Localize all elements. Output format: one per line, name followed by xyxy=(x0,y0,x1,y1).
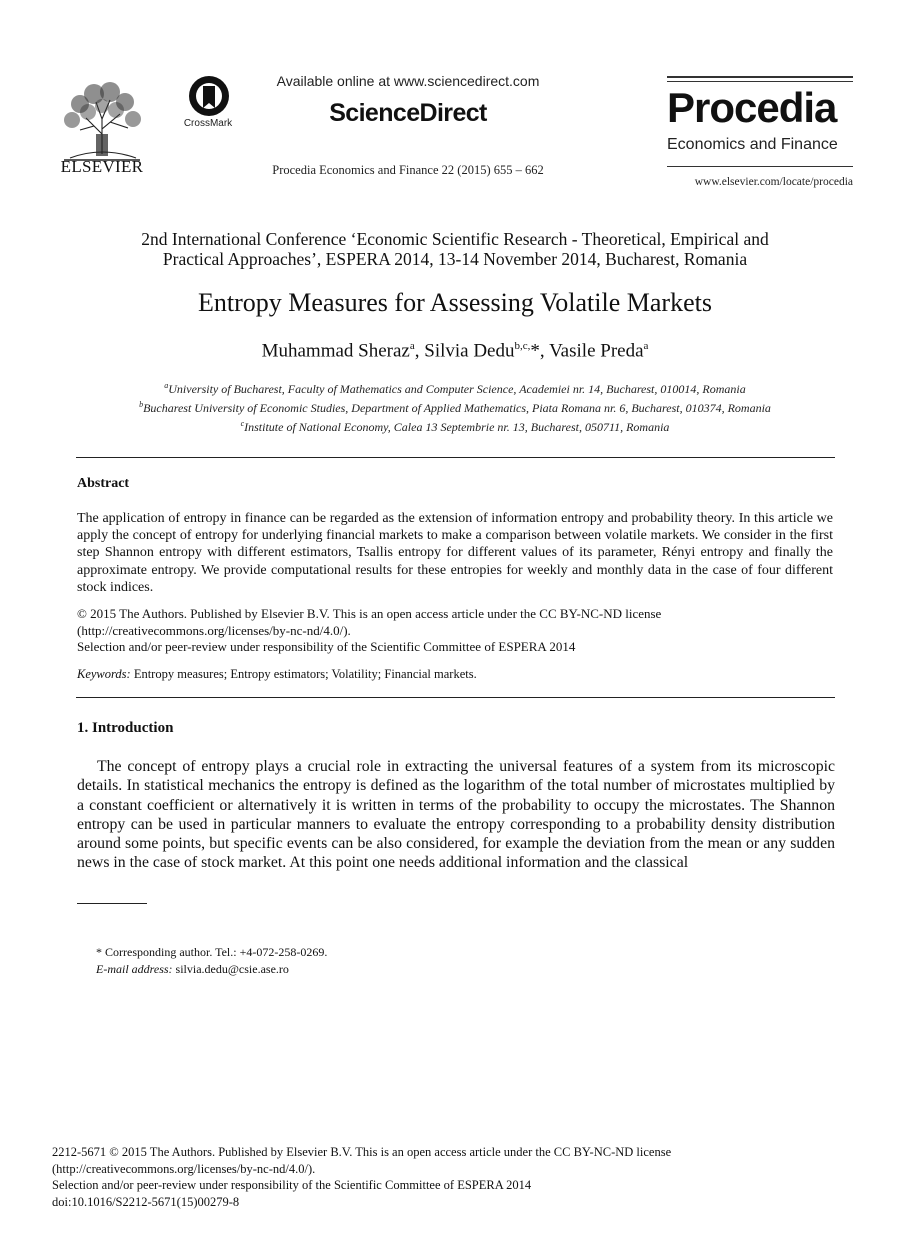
author-separator: , xyxy=(414,340,425,362)
affiliation-mark: b xyxy=(139,400,144,409)
keywords-label: Keywords: xyxy=(77,667,131,681)
abstract-top-rule xyxy=(76,457,835,458)
journal-citation: Procedia Economics and Finance 22 (2015) 655 – 662 xyxy=(272,163,544,177)
abstract-heading: Abstract xyxy=(77,476,130,491)
platform-name: ScienceDirect xyxy=(329,99,487,127)
license-line: © 2015 The Authors. Published by Elsevier B.V. This is an open access article under the CC BY-NC-ND license xyxy=(77,606,662,621)
license-block xyxy=(77,606,837,656)
email-label: E-mail address: xyxy=(96,961,173,976)
section-heading: 1. Introduction xyxy=(77,720,174,736)
doi[interactable]: doi:10.1016/S2212-5671(15)00279-8 xyxy=(52,1194,240,1209)
affiliation-text: Bucharest University of Economic Studies, Department of Applied Mathematics, Piata Romana nr. 6, Bucharest, 010374, Romania xyxy=(143,401,771,415)
keywords xyxy=(77,667,837,682)
author-affil-mark: a xyxy=(409,340,415,352)
keywords-list: Entropy measures; Entropy estimators; Volatility; Financial markets. xyxy=(130,667,477,681)
conference-line-1: 2nd International Conference ‘Economic Scientific Research - Theoretical, Empirical and xyxy=(141,229,769,249)
corresponding-author: * Corresponding author. Tel.: +4-072-258-0269. xyxy=(96,945,328,959)
affiliation-text: Institute of National Economy, Calea 13 Septembrie nr. 13, Bucharest, 050711, Romania xyxy=(244,420,670,434)
affiliation-item xyxy=(60,416,850,435)
journal-url[interactable]: www.elsevier.com/locate/procedia xyxy=(694,176,853,188)
crossmark-label[interactable]: CrossMark xyxy=(183,118,233,129)
page-footer xyxy=(52,1144,812,1210)
footer-peer-review: Selection and/or peer-review under responsibility of the Scientific Committee of ESPERA 2014 xyxy=(52,1178,532,1192)
footnote xyxy=(96,944,596,977)
author-name: Silvia Dedu xyxy=(424,340,515,362)
footnote-rule xyxy=(77,903,147,904)
footer-license-link[interactable]: (http://creativecommons.org/licenses/by-nc-nd/4.0/). xyxy=(52,1161,316,1176)
corresponding-mark: * xyxy=(530,340,540,362)
intro-paragraph: The concept of entropy plays a crucial role in extracting the universal features of a system from its microscopic details. In statistical mechanics the entropy is defined as the logarithm of the total number of microstates multiplied by a constant coefficient or alternatively it is written in terms of the probability to occupy the microstates. The Shannon entropy can be used in particular manners to evaluate the entropy corresponding to a probability density distribution around some points, but specific events can be also considered, for example the deviation from the mean or any sudden news in the case of stock market. At this point one needs additional information and the classical xyxy=(77,758,835,872)
footer-license: 2212-5671 © 2015 The Authors. Published by Elsevier B.V. This is an open access article under the CC BY-NC-ND license xyxy=(52,1145,672,1159)
conference-line-2: Practical Approaches’, ESPERA 2014, 13-14 November 2014, Bucharest, Romania xyxy=(162,249,748,269)
paper-title: Entropy Measures for Assessing Volatile Markets xyxy=(198,288,712,317)
available-online: Available online at www.sciencedirect.com xyxy=(276,73,540,89)
author-list xyxy=(60,340,850,362)
conference-info xyxy=(60,229,850,269)
author-separator: , xyxy=(539,340,550,362)
peer-review-note: Selection and/or peer-review under responsibility of the Scientific Committee of ESPERA 2014 xyxy=(77,639,576,654)
affiliation-item xyxy=(60,397,850,416)
author-name: Muhammad Sheraz xyxy=(261,340,410,362)
journal-brand: Procedia xyxy=(667,84,837,131)
affiliation-item xyxy=(60,378,850,397)
affiliation-mark: a xyxy=(164,381,169,390)
abstract-bottom-rule xyxy=(76,697,835,698)
journal-subtitle: Economics and Finance xyxy=(667,136,838,153)
affiliation-text: University of Bucharest, Faculty of Mathematics and Computer Science, Academiei nr. 14, Bucharest, 010014, Romania xyxy=(168,382,746,396)
abstract-body: The application of entropy in finance can be regarded as the extension of information entropy and probability theory. In this article we apply the concept of entropy for underlying financial markets to make a comparison between volatile markets. We consider in the first step Shannon entropy with different estimators, Tsallis entropy for different values of its parameter, Rényi entropy and finally the approximate entropy. We provide computational results for these entropies for weekly and monthly data in the case of four different stock indices. xyxy=(77,511,833,595)
affiliations xyxy=(60,378,850,435)
license-link[interactable]: (http://creativecommons.org/licenses/by-nc-nd/4.0/). xyxy=(77,622,351,638)
author-affil-mark: b,c, xyxy=(514,340,531,352)
email-line xyxy=(96,961,596,978)
author-name: Vasile Preda xyxy=(549,340,644,362)
affiliation-mark: c xyxy=(240,419,245,428)
author-affil-mark: a xyxy=(643,340,649,352)
email-address[interactable]: silvia.dedu@csie.ase.ro xyxy=(172,961,289,976)
procedia-divider xyxy=(667,166,853,167)
intro-body xyxy=(77,757,835,873)
publisher-name: ELSEVIER xyxy=(60,157,144,176)
